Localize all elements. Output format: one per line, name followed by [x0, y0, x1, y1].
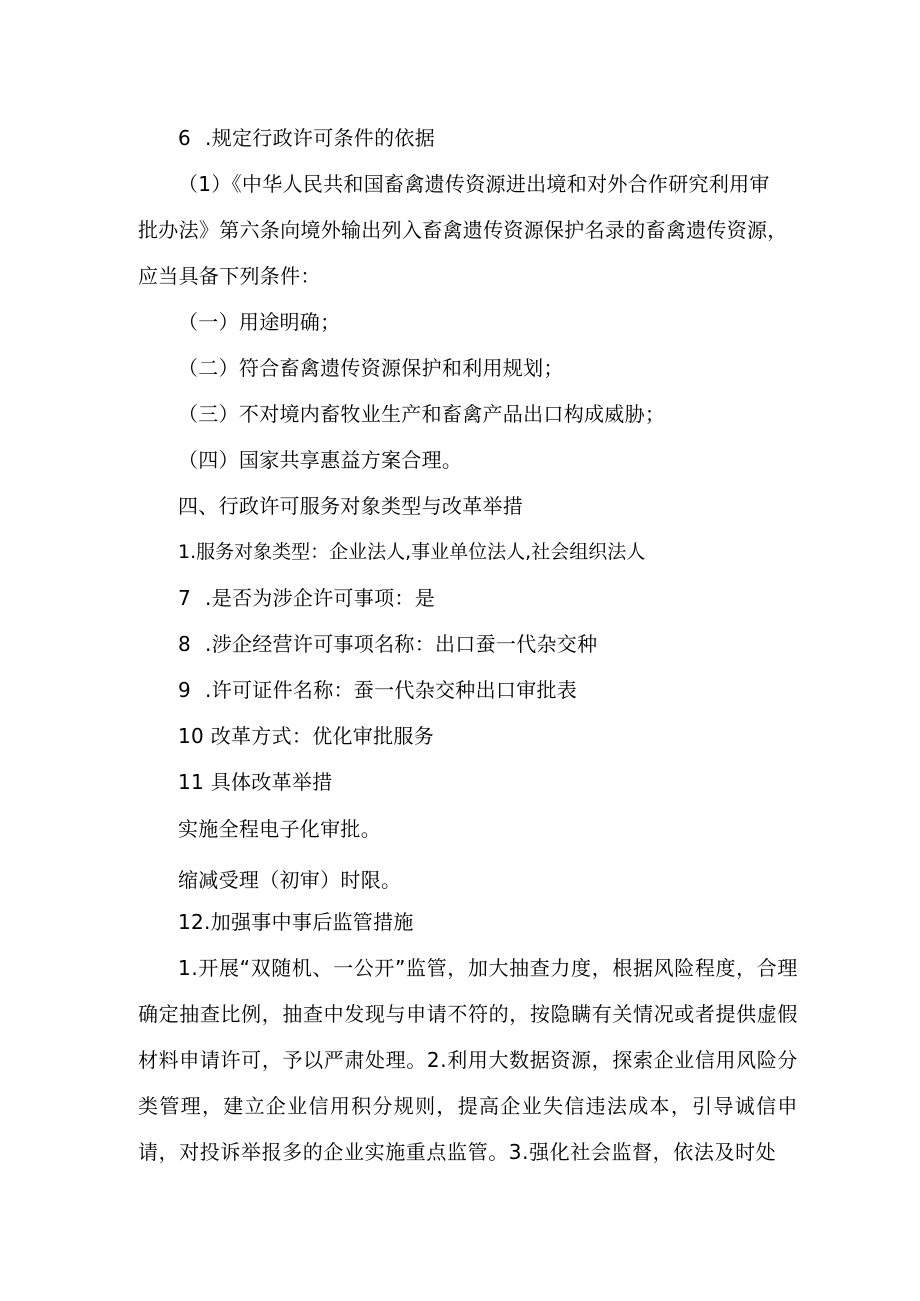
reform-measure: 实施全程电子化审批。 [178, 817, 381, 841]
heading-9 [178, 678, 577, 702]
heading-text: .许可证件名称：蚕一代杂交种出口审批表 [205, 678, 578, 702]
service-object-type: 1.服务对象类型：企业法人,事业单位法人,社会组织法人 [178, 541, 646, 563]
heading-number: 9 [178, 678, 192, 702]
clause-line: （1）《中华人民共和国畜禽遗传资源进出境和对外合作研究利用审 [178, 172, 770, 196]
clause-line: 批办法》第六条向境外输出列入畜禽遗传资源保护名录的畜禽遗传资源， [138, 218, 788, 242]
supervision-paragraph: 1.开展“双随机、一公开”监管，加大抽查力度，根据风险程度，合理确定抽查比例，抽查中发现与申请不符的，按隐瞒有关情况或者提供虚假材料申请许可，予以严肃处理。2.利用大数据资源，探索企业信用风险分类管理，建立企业信用积分规则，提高企业失信违法成本，引导诚信申请，对投诉举报多的企业实施重点监管。3.强化社会监督，依法及时处 [138, 956, 798, 1164]
heading-number: 7 [178, 586, 192, 610]
condition-item: （三）不对境内畜牧业生产和畜禽产品出口构成威胁； [178, 402, 666, 426]
condition-item: （一）用途明确； [178, 310, 341, 334]
section-heading: 四、行政许可服务对象类型与改革举措 [178, 494, 524, 518]
heading-text: .是否为涉企许可事项：是 [205, 586, 435, 610]
heading-8 [178, 632, 597, 656]
heading-number: 6 [178, 126, 192, 150]
heading-11: 11 具体改革举措 [178, 770, 333, 794]
heading-text: .规定行政许可条件的依据 [205, 126, 435, 150]
heading-10: 10 改革方式：优化审批服务 [178, 724, 435, 748]
condition-item: （二）符合畜禽遗传资源保护和利用规划； [178, 356, 564, 380]
heading-text: .涉企经营许可事项名称：出口蚕一代杂交种 [205, 632, 598, 656]
reform-measure: 缩减受理（初审）时限。 [178, 868, 402, 892]
clause-line: 应当具备下列条件： [138, 264, 321, 288]
heading-7 [178, 586, 435, 610]
heading-12: 12.加强事中事后监管措施 [178, 910, 414, 934]
condition-item: （四）国家共享惠益方案合理。 [178, 448, 463, 472]
heading-6 [178, 126, 435, 150]
heading-number: 8 [178, 632, 192, 656]
